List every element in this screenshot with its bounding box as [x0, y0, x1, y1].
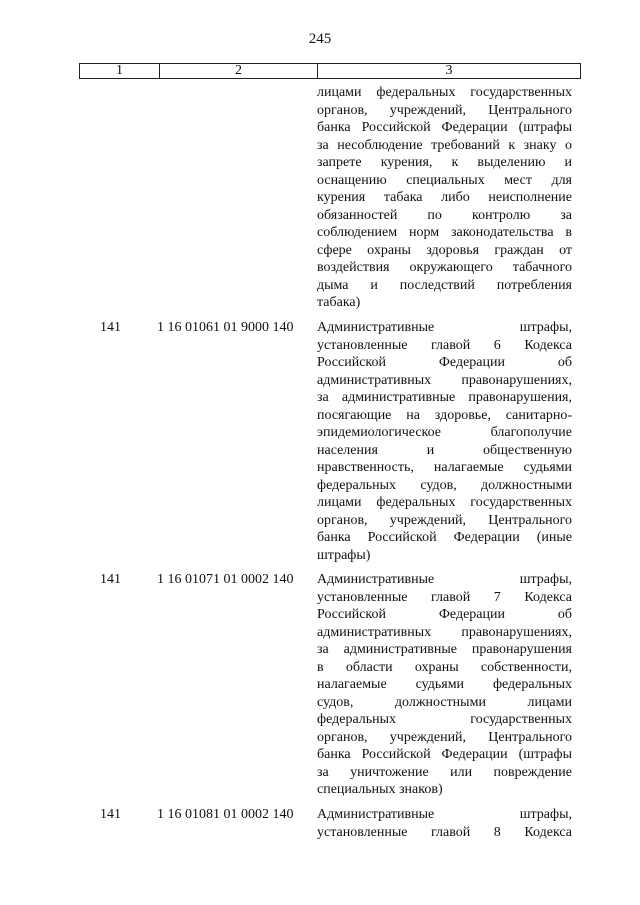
- text-line: судов, должностными лицами: [317, 694, 572, 710]
- text-line: административных правонарушениях,: [317, 372, 572, 388]
- text-line: за административные правонарушения: [317, 642, 572, 657]
- text-line: курения табака либо неисполнение: [317, 190, 572, 205]
- text-line: административных правонарушениях,: [317, 624, 572, 640]
- text-line: воздействия окружающего табачного: [317, 260, 572, 275]
- text-line: специальных знаков): [317, 782, 443, 797]
- text-line: Российской Федерации об: [317, 355, 572, 370]
- admin-code: 141: [100, 572, 121, 587]
- row-description: [317, 319, 572, 564]
- text-line: лицами федеральных государственных: [317, 85, 572, 100]
- text-line: Административные штрафы,: [317, 320, 572, 335]
- text-line: запрете курения, к выделению и: [317, 155, 572, 170]
- header-col-3: 3: [318, 64, 581, 79]
- text-line: Российской Федерации об: [317, 607, 572, 622]
- page-number: 245: [308, 31, 332, 47]
- text-line: нравственность, налагаемые судьями: [317, 460, 572, 475]
- text-line: федеральных государственных: [317, 712, 572, 727]
- text-line: установленные главой 6 Кодекса: [317, 337, 572, 353]
- text-line: за несоблюдение требований к знаку о: [317, 137, 572, 153]
- kbk-code: 1 16 01071 01 0002 140: [157, 572, 294, 587]
- text-line: за административные правонарушения,: [317, 390, 572, 405]
- text-line: населения и общественную: [317, 442, 572, 458]
- text-line: табака): [317, 295, 361, 310]
- kbk-code: 1 16 01081 01 0002 140: [157, 807, 294, 822]
- text-line: обязанностей по контролю за: [317, 207, 572, 223]
- text-line: банка Российской Федерации (штрафы: [317, 120, 572, 135]
- text-line: сфере охраны здоровья граждан от: [317, 242, 572, 258]
- text-line: дыма и последствий потребления: [317, 277, 572, 293]
- kbk-code: 1 16 01061 01 9000 140: [157, 320, 294, 335]
- text-line: органов, учреждений, Центрального: [317, 729, 572, 745]
- text-line: оснащению специальных мест для: [317, 172, 572, 188]
- text-line: органов, учреждений, Центрального: [317, 512, 572, 528]
- continued-description: [317, 84, 572, 312]
- text-line: налагаемые судьями федеральных: [317, 677, 572, 692]
- header-col-1: 1: [80, 64, 160, 79]
- text-line: в области охраны собственности,: [317, 659, 572, 675]
- text-line: соблюдением норм законодательства в: [317, 225, 572, 240]
- row-description: [317, 571, 572, 799]
- text-line: эпидемиологическое благополучие: [317, 425, 572, 440]
- text-line: Административные штрафы,: [317, 807, 572, 822]
- row-description: [317, 806, 572, 841]
- text-line: банка Российской Федерации (иные: [317, 530, 572, 545]
- text-line: посягающие на здоровье, санитарно-: [317, 407, 572, 423]
- text-line: штрафы): [317, 547, 371, 563]
- text-line: лицами федеральных государственных: [317, 495, 572, 510]
- admin-code: 141: [100, 320, 121, 335]
- text-line: федеральных судов, должностными: [317, 477, 572, 493]
- text-line: органов, учреждений, Центрального: [317, 102, 572, 118]
- text-line: банка Российской Федерации (штрафы: [317, 747, 572, 762]
- admin-code: 141: [100, 807, 121, 822]
- header-col-2: 2: [160, 64, 318, 79]
- text-line: установленные главой 7 Кодекса: [317, 589, 572, 605]
- text-line: за уничтожение или повреждение: [317, 764, 572, 780]
- text-line: установленные главой 8 Кодекса: [317, 824, 572, 840]
- table-header: [79, 63, 581, 79]
- text-line: Административные штрафы,: [317, 572, 572, 587]
